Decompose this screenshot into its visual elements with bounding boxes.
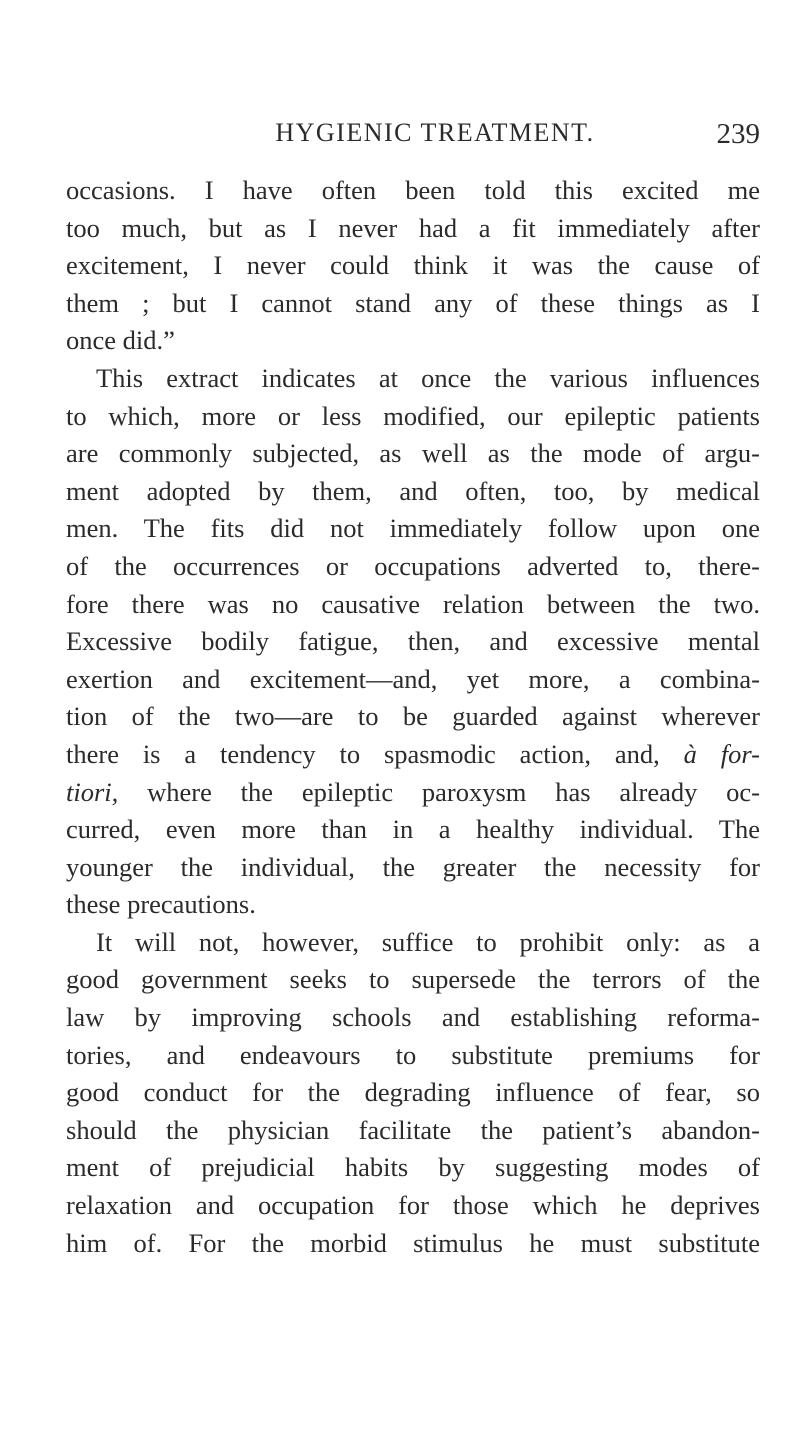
- text-line: [66, 435, 760, 473]
- line-text: ment of prejudicial habits by suggesting modes of: [66, 1152, 760, 1183]
- line-text: occasions. I have often been told this excited me: [66, 175, 760, 205]
- line-text: tories, and endeavours to substitute premiums for: [66, 1039, 760, 1070]
- line-text: ment adopted by them, and often, too, by medical: [66, 475, 760, 506]
- italic-text: tiori,: [66, 776, 119, 807]
- line-text: excitement, I never could think it was the cause of: [66, 250, 760, 281]
- line-text: curred, even more than in a healthy individual. The: [66, 814, 760, 845]
- line-text: tion of the two—are to be guarded against wherever: [66, 701, 760, 732]
- line-text: relaxation and occupation for those which he deprives: [66, 1190, 760, 1221]
- text-line: [66, 774, 760, 812]
- page-number: 239: [716, 118, 760, 150]
- line-text: them ; but I cannot stand any of these things as I: [66, 287, 760, 318]
- line-text: fore there was no causative relation between the two.: [66, 588, 760, 619]
- text-line: [66, 736, 760, 774]
- text-line: [66, 961, 760, 999]
- text-line: [66, 1225, 760, 1263]
- text-line: [66, 811, 760, 849]
- text-line: [66, 210, 760, 248]
- text-line: [66, 1112, 760, 1150]
- text-line: [66, 1037, 760, 1075]
- text-line: [66, 698, 760, 736]
- line-text: Excessive bodily fatigue, then, and excessive mental: [66, 626, 760, 657]
- line-text: to which, more or less modified, our epileptic patients: [66, 400, 760, 431]
- text-line: [66, 1074, 760, 1112]
- text-line: [66, 360, 760, 398]
- line-text: It will not, however, suffice to prohibit only: as a: [96, 926, 760, 957]
- text-line: [66, 473, 760, 511]
- line-text: should the physician facilitate the patient’s abandon-: [66, 1114, 760, 1145]
- text-line: [66, 510, 760, 548]
- line-text: there is a tendency to spasmodic action, and,: [66, 738, 684, 769]
- line-text: once did.”: [66, 325, 175, 356]
- text-line: [66, 586, 760, 624]
- text-line: [66, 172, 760, 210]
- text-line: [66, 548, 760, 586]
- line-text: are commonly subjected, as well as the mode of argu-: [66, 438, 760, 469]
- text-line: [66, 322, 760, 360]
- line-text: where the epileptic paroxysm has already oc-: [118, 776, 760, 807]
- text-line: [66, 247, 760, 285]
- text-line: [66, 886, 760, 924]
- text-line: [66, 999, 760, 1037]
- running-head: [70, 118, 760, 158]
- line-text: This extract indicates at once the various influences: [96, 362, 760, 393]
- text-line: [66, 285, 760, 323]
- body-text: [66, 172, 760, 1262]
- line-text: too much, but as I never had a fit immediately after: [66, 212, 760, 243]
- text-line: [66, 1187, 760, 1225]
- italic-text: à for-: [683, 738, 760, 769]
- line-text: exertion and excitement—and, yet more, a combina-: [66, 663, 760, 694]
- running-title: HYGIENIC TREATMENT.: [275, 118, 595, 147]
- text-line: [66, 623, 760, 661]
- line-text: law by improving schools and establishing reforma-: [66, 1002, 760, 1033]
- text-line: [66, 398, 760, 436]
- text-line: [66, 924, 760, 962]
- text-line: [66, 849, 760, 887]
- line-text: good government seeks to supersede the terrors of the: [66, 964, 760, 995]
- text-line: [66, 661, 760, 699]
- line-text: men. The fits did not immediately follow upon one: [66, 513, 760, 544]
- line-text: good conduct for the degrading influence of fear, so: [66, 1077, 760, 1108]
- line-text: these precautions.: [66, 889, 256, 920]
- text-line: [66, 1149, 760, 1187]
- line-text: him of. For the morbid stimulus he must substitute: [66, 1227, 760, 1258]
- line-text: younger the individual, the greater the necessity for: [66, 851, 760, 882]
- line-text: of the occurrences or occupations adverted to, there-: [66, 550, 760, 581]
